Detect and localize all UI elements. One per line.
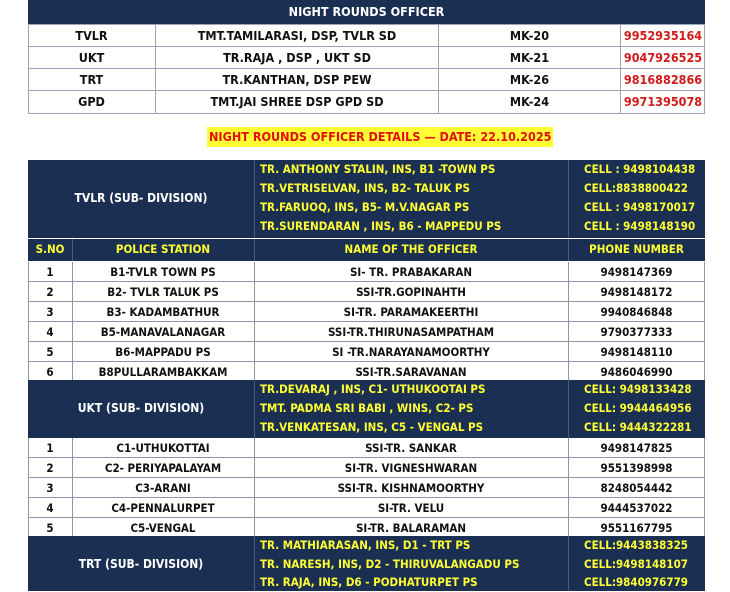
table-row [28,478,705,498]
table-row [28,498,705,518]
row-phone: 9498147369 [600,265,673,279]
column-officer: NAME OF THE OFFICER [344,242,478,256]
vehicle-code: MK-24 [439,91,621,113]
row-officer: SI-TR. VIGNESHWARAN [344,461,478,475]
phone-number: 9971395078 [623,94,703,109]
table-row [28,342,705,362]
row-station: B2- TVLR TALUK PS [107,285,219,299]
row-officer: SI-TR. PARAMAKEERTHI [343,305,479,319]
row-sno: 2 [46,285,54,299]
night-rounds-row [28,69,705,91]
row-phone: 9551398998 [600,461,673,475]
inspector-name: TMT. PADMA SRI BABI , WINS, C2- PS [260,401,474,415]
column-sno: S.NO [35,242,65,256]
row-sno: 3 [46,305,54,319]
row-sno: 5 [46,521,54,535]
inspector-name: TR. ANTHONY STALIN, INS, B1 -TOWN PS [260,162,496,176]
night-rounds-row [28,91,705,113]
inspector-name: TR. NARESH, INS, D2 - THIRUVALANGADU PS [260,557,520,571]
table-row [28,282,705,302]
row-sno: 5 [46,345,54,359]
row-officer: SI-TR. VELU [377,501,445,515]
row-sno: 2 [46,461,54,475]
inspector-name: TR.VENKATESAN, INS, C5 - VENGAL PS [260,420,484,434]
row-sno: 6 [46,365,54,379]
inspector-name: TR.VETRISELVAN, INS, B2- TALUK PS [260,181,470,195]
row-officer: SI-TR. BALARAMAN [355,521,467,535]
row-officer: SI- TR. PRABAKARAN [349,265,473,279]
table-row [28,262,705,282]
row-station: C1-UTHUKOTTAI [116,441,210,455]
inspector-cell: CELL : 9498104438 [584,162,696,176]
row-station: C3-ARANI [135,481,191,495]
row-phone: 9498148110 [600,345,673,359]
inspector-name: TR. RAJA, INS, D6 - PODHATURPET PS [260,575,478,589]
vehicle-code: MK-20 [439,25,621,47]
column-phone: PHONE NUMBER [589,242,684,256]
table-row [28,362,705,382]
table-row [28,322,705,342]
row-phone: 8248054442 [600,481,673,495]
column-station: POLICE STATION [115,242,211,256]
inspector-cell: CELL:9443838325 [584,538,688,552]
row-phone: 9498148172 [600,285,673,299]
row-station: B6-MAPPADU PS [115,345,211,359]
division-name: TRT (SUB- DIVISION) [78,557,204,571]
phone-number: 9952935164 [623,28,703,43]
phone-number: 9816882866 [623,72,703,87]
row-phone: 9551167795 [600,521,673,535]
row-phone: 9498147825 [600,441,673,455]
dsp-officer: TMT.TAMILARASI, DSP, TVLR SD [156,25,439,47]
vehicle-code: MK-26 [439,69,621,91]
sub-division-code: UKT [28,47,156,69]
row-sno: 1 [46,441,54,455]
dsp-officer: TR.RAJA , DSP , UKT SD [156,47,439,69]
row-sno: 1 [46,265,54,279]
row-station: B1-TVLR TOWN PS [110,265,216,279]
sub-division-code: GPD [28,91,156,113]
details-date-banner: NIGHT ROUNDS OFFICER DETAILS — DATE: 22.10.2025 [207,127,553,147]
division-name: TVLR (SUB- DIVISION) [74,191,208,205]
night-rounds-row [28,47,705,69]
inspector-cell: CELL: 9444322281 [584,420,692,434]
row-officer: SSI-TR.THIRUNASAMPATHAM [327,325,495,339]
row-station: C4-PENNALURPET [111,501,215,515]
inspector-cell: CELL : 9498170017 [584,200,696,214]
row-officer: SSI-TR. SANKAR [365,441,457,455]
inspector-name: TR.SURENDARAN , INS, B6 - MAPPEDU PS [260,219,502,233]
dsp-officer: TR.KANTHAN, DSP PEW [156,69,439,91]
row-officer: SSI-TR. KISHNAMOORTHY [337,481,485,495]
row-phone: 9486046990 [600,365,673,379]
sub-division-code: TVLR [28,25,156,47]
division-name: UKT (SUB- DIVISION) [77,401,205,415]
row-sno: 3 [46,481,54,495]
inspector-cell: CELL:8838800422 [584,181,688,195]
inspector-name: TR.FARUOQ, INS, B5- M.V.NAGAR PS [260,200,470,214]
vehicle-code: MK-21 [439,47,621,69]
sub-division-code: TRT [28,69,156,91]
inspector-name: TR. MATHIARASAN, INS, D1 - TRT PS [260,538,471,552]
row-sno: 4 [46,325,54,339]
table-row [28,302,705,322]
row-station: B5-MANAVALANAGAR [100,325,226,339]
phone-number: 9047926525 [623,50,703,65]
row-phone: 9940846848 [600,305,673,319]
inspector-cell: CELL : 9498148190 [584,219,696,233]
table-row [28,518,705,538]
row-officer: SSI-TR.SARAVANAN [355,365,467,379]
row-officer: SI -TR.NARAYANAMOORTHY [332,345,490,359]
night-rounds-row [28,25,705,47]
row-station: C5-VENGAL [130,521,196,535]
table-row [28,458,705,478]
inspector-cell: CELL:9840976779 [584,575,688,589]
row-station: C2- PERIYAPALAYAM [104,461,222,475]
row-sno: 4 [46,501,54,515]
night-rounds-title: NIGHT ROUNDS OFFICER [28,0,705,24]
row-station: B3- KADAMBATHUR [106,305,220,319]
inspector-cell: CELL:9498148107 [584,557,688,571]
row-officer: SSI-TR.GOPINAHTH [356,285,466,299]
inspector-cell: CELL: 9944464956 [584,401,692,415]
inspector-cell: CELL: 9498133428 [584,382,692,396]
table-row [28,438,705,458]
row-phone: 9790377333 [600,325,673,339]
inspector-name: TR.DEVARAJ , INS, C1- UTHUKOOTAI PS [260,382,486,396]
row-station: B8PULLARAMBAKKAM [98,365,228,379]
dsp-officer: TMT.JAI SHREE DSP GPD SD [156,91,439,113]
row-phone: 9444537022 [600,501,673,515]
